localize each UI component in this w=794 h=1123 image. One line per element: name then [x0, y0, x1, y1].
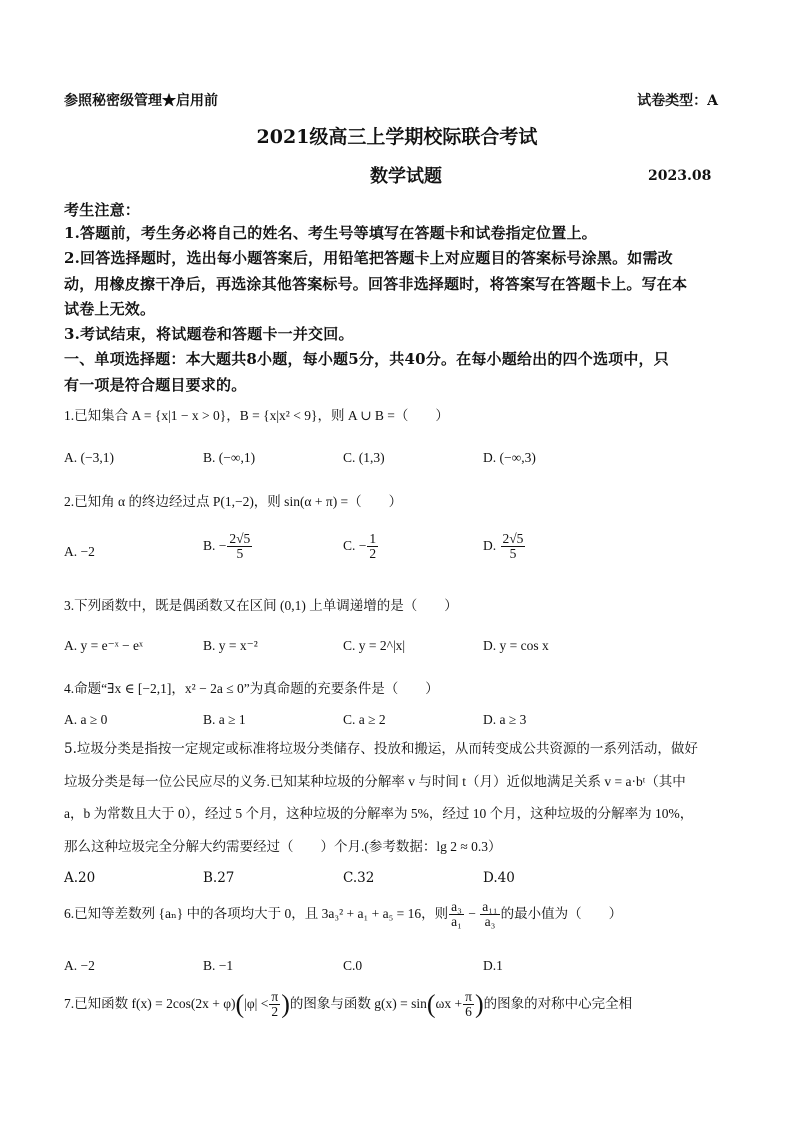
question-4-stem: 4.命题“∃x ∈ [−2,1]，x² − 2a ≤ 0”为真命题的充要条件是（ ） [64, 681, 439, 696]
option-d-prefix: D. [483, 537, 500, 553]
notice-heading: 考生注意： [64, 201, 141, 219]
option-b-numerator: 2√5 [229, 531, 251, 546]
right-paren: ) [281, 989, 290, 1019]
option-c-fraction [367, 532, 378, 561]
fraction-1-numerator: a₃ [451, 899, 462, 914]
question-2-option-b [203, 532, 253, 561]
question-6-fraction-2 [480, 900, 499, 929]
question-2-option-a: A. −2 [64, 544, 95, 559]
question-6-minus: − [464, 905, 480, 921]
question-4-option-b: B. a ≥ 1 [203, 712, 246, 727]
question-1-stem: 1.已知集合 A = {x|1 − x > 0}，B = {x|x² < 9}，则 A ∪ B =（ ） [64, 408, 449, 423]
option-b-fraction [227, 532, 252, 561]
fraction-1-denominator: a₁ [451, 914, 462, 930]
option-c-prefix: C. − [343, 537, 367, 553]
notice-item-2-line-3: 试卷上无效。 [64, 300, 156, 318]
exam-date: 2023.08 [648, 168, 712, 184]
option-d-fraction [501, 532, 526, 561]
option-b-prefix: B. − [203, 537, 227, 553]
option-d-denominator: 5 [509, 546, 517, 562]
question-4-option-c: C. a ≥ 2 [343, 712, 386, 727]
pi-over-2-denominator: 2 [271, 1004, 279, 1020]
question-7-middle: 的图象与函数 g(x) = sin [289, 995, 427, 1011]
question-3-stem: 3.下列函数中，既是偶函数又在区间 (0,1) 上单调递增的是（ ） [64, 598, 458, 613]
question-2-option-d [483, 532, 526, 561]
question-4-option-d: D. a ≥ 3 [483, 712, 527, 727]
question-3-option-b: B. y = x⁻² [203, 638, 258, 653]
section-1-heading-line-1: 一、单项选择题：本大题共8小题，每小题5分，共40分。在每小题给出的四个选项中，只 [64, 350, 669, 368]
pi-over-6-fraction [463, 990, 474, 1019]
left-paren-2: ( [426, 989, 436, 1019]
question-6-stem [64, 900, 622, 929]
question-4-option-a: A. a ≥ 0 [64, 712, 108, 727]
notice-item-1: 1.答题前，考生务必将自己的姓名、考生号等填写在答题卡和试卷指定位置上。 [64, 224, 597, 242]
option-d-numerator: 2√5 [502, 531, 524, 546]
question-2-option-c [343, 532, 379, 561]
question-2-stem: 2.已知角 α 的终边经过点 P(1,−2)，则 sin(α + π) =（ ） [64, 494, 403, 509]
question-5-option-b: B.27 [203, 870, 235, 886]
notice-item-2-line-2: 动，用橡皮擦干净后，再选涂其他答案标号。回答非选择题时，将答案写在答题卡上。写在本 [64, 275, 688, 293]
pi-over-2-fraction [269, 990, 280, 1019]
question-6-option-c: C.0 [343, 958, 363, 973]
question-7-condition: |φ| < [244, 995, 269, 1011]
question-6-fraction-1 [449, 900, 464, 929]
pi-over-6-numerator: π [465, 989, 472, 1004]
option-c-numerator: 1 [369, 531, 377, 546]
question-1-option-d: D. (−∞,3) [483, 450, 536, 465]
option-b-denominator: 5 [236, 546, 244, 562]
question-5-option-c: C.32 [343, 870, 375, 886]
question-5-line-4: 那么这种垃圾完全分解大约需要经过（ ）个月.(参考数据：lg 2 ≈ 0.3） [64, 839, 502, 854]
question-7-prefix: 7.已知函数 f(x) = 2cos(2x + φ) [64, 995, 236, 1011]
question-3-option-c: C. y = 2^|x| [343, 638, 406, 653]
fraction-2-denominator: a₃ [484, 914, 496, 930]
section-1-heading-line-2: 有一项是符合题目要求的。 [64, 376, 247, 394]
right-paren-2: ) [474, 989, 484, 1019]
question-5-option-a: A.20 [64, 870, 96, 886]
question-6-option-d: D.1 [483, 958, 503, 973]
question-3-option-a: A. y = e⁻ˣ − eˣ [64, 638, 143, 653]
question-5-line-2: 垃圾分类是每一位公民应尽的义务.已知某种垃圾的分解率 v 与时间 t（月）近似地满足关系 v = a·bᵗ（其中 [64, 774, 686, 789]
question-5-option-d: D.40 [483, 870, 515, 886]
pi-over-6-denominator: 6 [465, 1004, 472, 1020]
question-1-option-b: B. (−∞,1) [203, 450, 256, 465]
fraction-2-numerator: a₁₁ [482, 899, 498, 914]
left-paren: ( [235, 989, 245, 1019]
question-7-stem [64, 990, 632, 1019]
notice-item-2-line-1: 2.回答选择题时，选出每小题答案后，用铅笔把答题卡上对应题目的答案标号涂黑。如需改 [64, 249, 673, 267]
question-5-line-3: a，b 为常数且大于 0），经过 5 个月，这种垃圾的分解率为 5%，经过 10 个月，这种垃圾的分解率为 10%， [64, 806, 694, 821]
question-6-option-b: B. −1 [203, 958, 234, 973]
question-5-line-1: 5.垃圾分类是指按一定规定或标准将垃圾分类储存、投放和搬运，从而转变成公共资源的一系列活动，做好 [64, 741, 698, 757]
question-6-option-a: A. −2 [64, 958, 95, 973]
question-1-option-c: C. (1,3) [343, 450, 385, 465]
question-6-stem-suffix: 的最小值为（ ） [500, 905, 623, 921]
exam-title: 2021级高三上学期校际联合考试 [256, 126, 538, 148]
pi-over-2-numerator: π [271, 989, 279, 1004]
option-c-denominator: 2 [369, 546, 377, 562]
notice-item-3: 3.考试结束，将试题卷和答题卡一并交回。 [64, 325, 354, 343]
paper-type-label: 试卷类型：A [637, 93, 718, 109]
question-7-argument: ωx + [435, 995, 463, 1011]
question-7-suffix: 的图象的对称中心完全相 [483, 995, 633, 1011]
exam-subtitle: 数学试题 [370, 166, 442, 187]
question-3-option-d: D. y = cos x [483, 638, 549, 653]
secrecy-label: 参照秘密级管理★启用前 [64, 93, 218, 109]
question-1-option-a: A. (−3,1) [64, 450, 114, 465]
question-6-stem-prefix: 6.已知等差数列 {aₙ} 中的各项均大于 0，且 3a₃² + a₁ + a₅ = 16，则 [64, 905, 449, 921]
